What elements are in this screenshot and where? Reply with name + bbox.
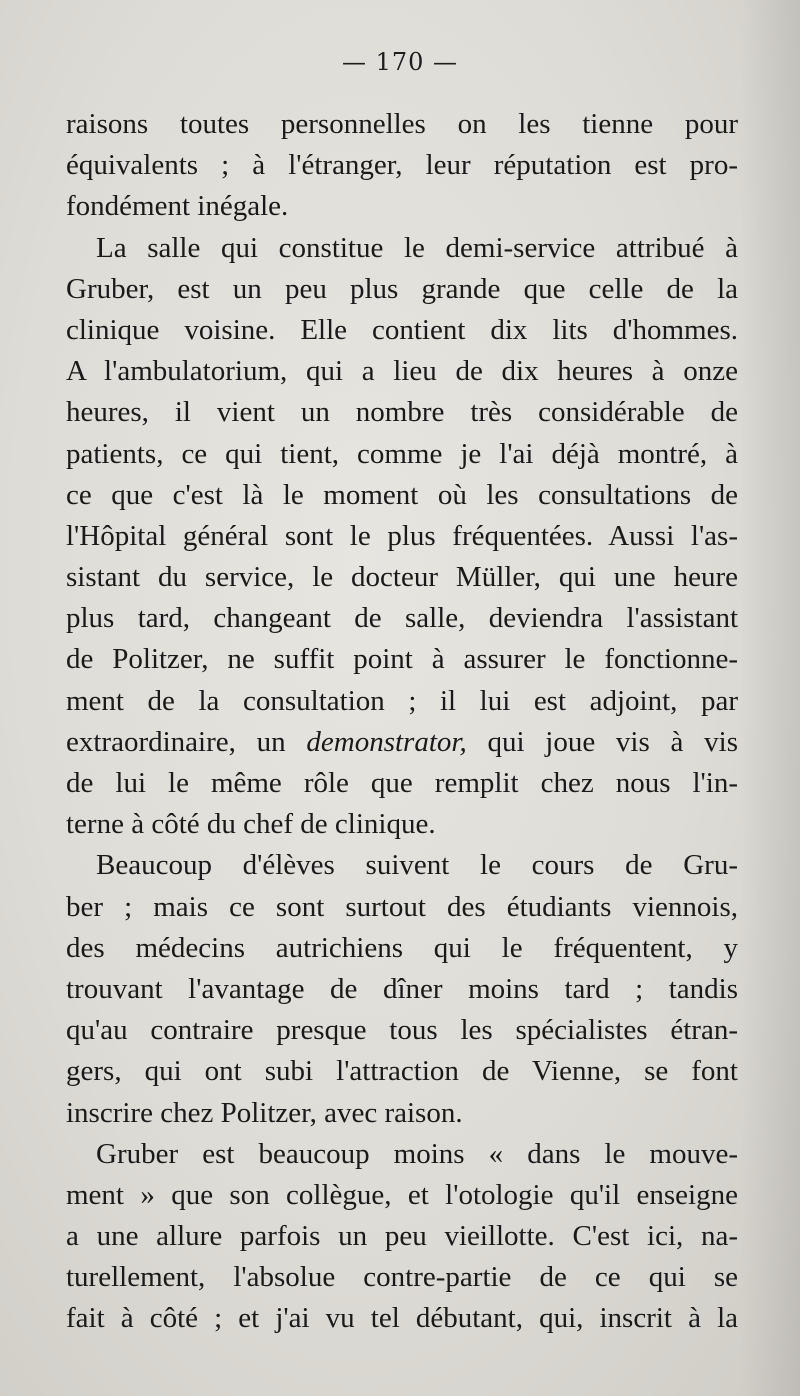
text-line: sistant du service, le docteur Müller, qui une heure (66, 561, 738, 594)
text-line: Beaucoup d'élèves suivent le cours de Gru- (96, 849, 738, 882)
text-line: ment de la consultation ; il lui est adjoint, par (66, 684, 738, 717)
text-line: trouvant l'avantage de dîner moins tard ; tandis (66, 972, 738, 1005)
text-line: patients, ce qui tient, comme je l'ai déjà montré, à (66, 437, 738, 470)
text-line: de Politzer, ne suffit point à assurer le fonctionne- (66, 643, 738, 676)
text-line: ce que c'est là le moment où les consultations de (66, 478, 738, 511)
text-line: inscrire chez Politzer, avec raison. (66, 1096, 463, 1129)
text-line: de lui le même rôle que remplit chez nous l'in- (66, 767, 738, 799)
text-line: fondément inégale. (66, 190, 289, 223)
text-line: Gruber, est un peu plus grande que celle de la (66, 272, 738, 305)
text-line: des médecins autrichiens qui le fréquentent, y (66, 931, 738, 964)
text-line: La salle qui constitue le demi-service attribué à (96, 231, 738, 264)
italic-term: demonstrator, (306, 725, 467, 758)
text-line: raisons toutes personnelles on les tienne pour (66, 108, 738, 140)
text-segment: qui joue vis à vis (466, 725, 738, 758)
body-text (66, 104, 738, 1340)
text-line: a une allure parfois un peu vieillotte. C'est ici, na- (66, 1220, 738, 1253)
text-line: ber ; mais ce sont surtout des étudiants viennois, (66, 890, 738, 923)
page-number: — 170 — (341, 48, 459, 76)
text-line: plus tard, changeant de salle, deviendra l'assistant (66, 602, 738, 635)
text-line (66, 722, 738, 763)
text-line: qu'au contraire presque tous les spécialistes étran- (66, 1014, 738, 1047)
text-line: terne à côté du chef de clinique. (66, 808, 436, 841)
text-line: A l'ambulatorium, qui a lieu de dix heures à onze (66, 355, 738, 388)
text-line: clinique voisine. Elle contient dix lits d'hommes. (66, 313, 738, 346)
text-line: Gruber est beaucoup moins « dans le mouve- (96, 1137, 738, 1170)
text-line: heures, il vient un nombre très considérable de (66, 396, 738, 429)
page-edge-shadow (740, 0, 800, 1396)
text-line: l'Hôpital général sont le plus fréquentées. Aussi l'as- (66, 519, 738, 552)
text-line: turellement, l'absolue contre-partie de ce qui se (66, 1261, 738, 1294)
text-line: équivalents ; à l'étranger, leur réputation est pro- (66, 149, 738, 182)
text-line: gers, qui ont subi l'attraction de Vienne, se font (66, 1055, 738, 1088)
text-segment: extraordinaire, un (66, 725, 307, 758)
text-line: ment » que son collègue, et l'otologie qu'il enseigne (66, 1178, 738, 1211)
text-line: fait à côté ; et j'ai vu tel débutant, qui, inscrit à la (66, 1302, 738, 1335)
